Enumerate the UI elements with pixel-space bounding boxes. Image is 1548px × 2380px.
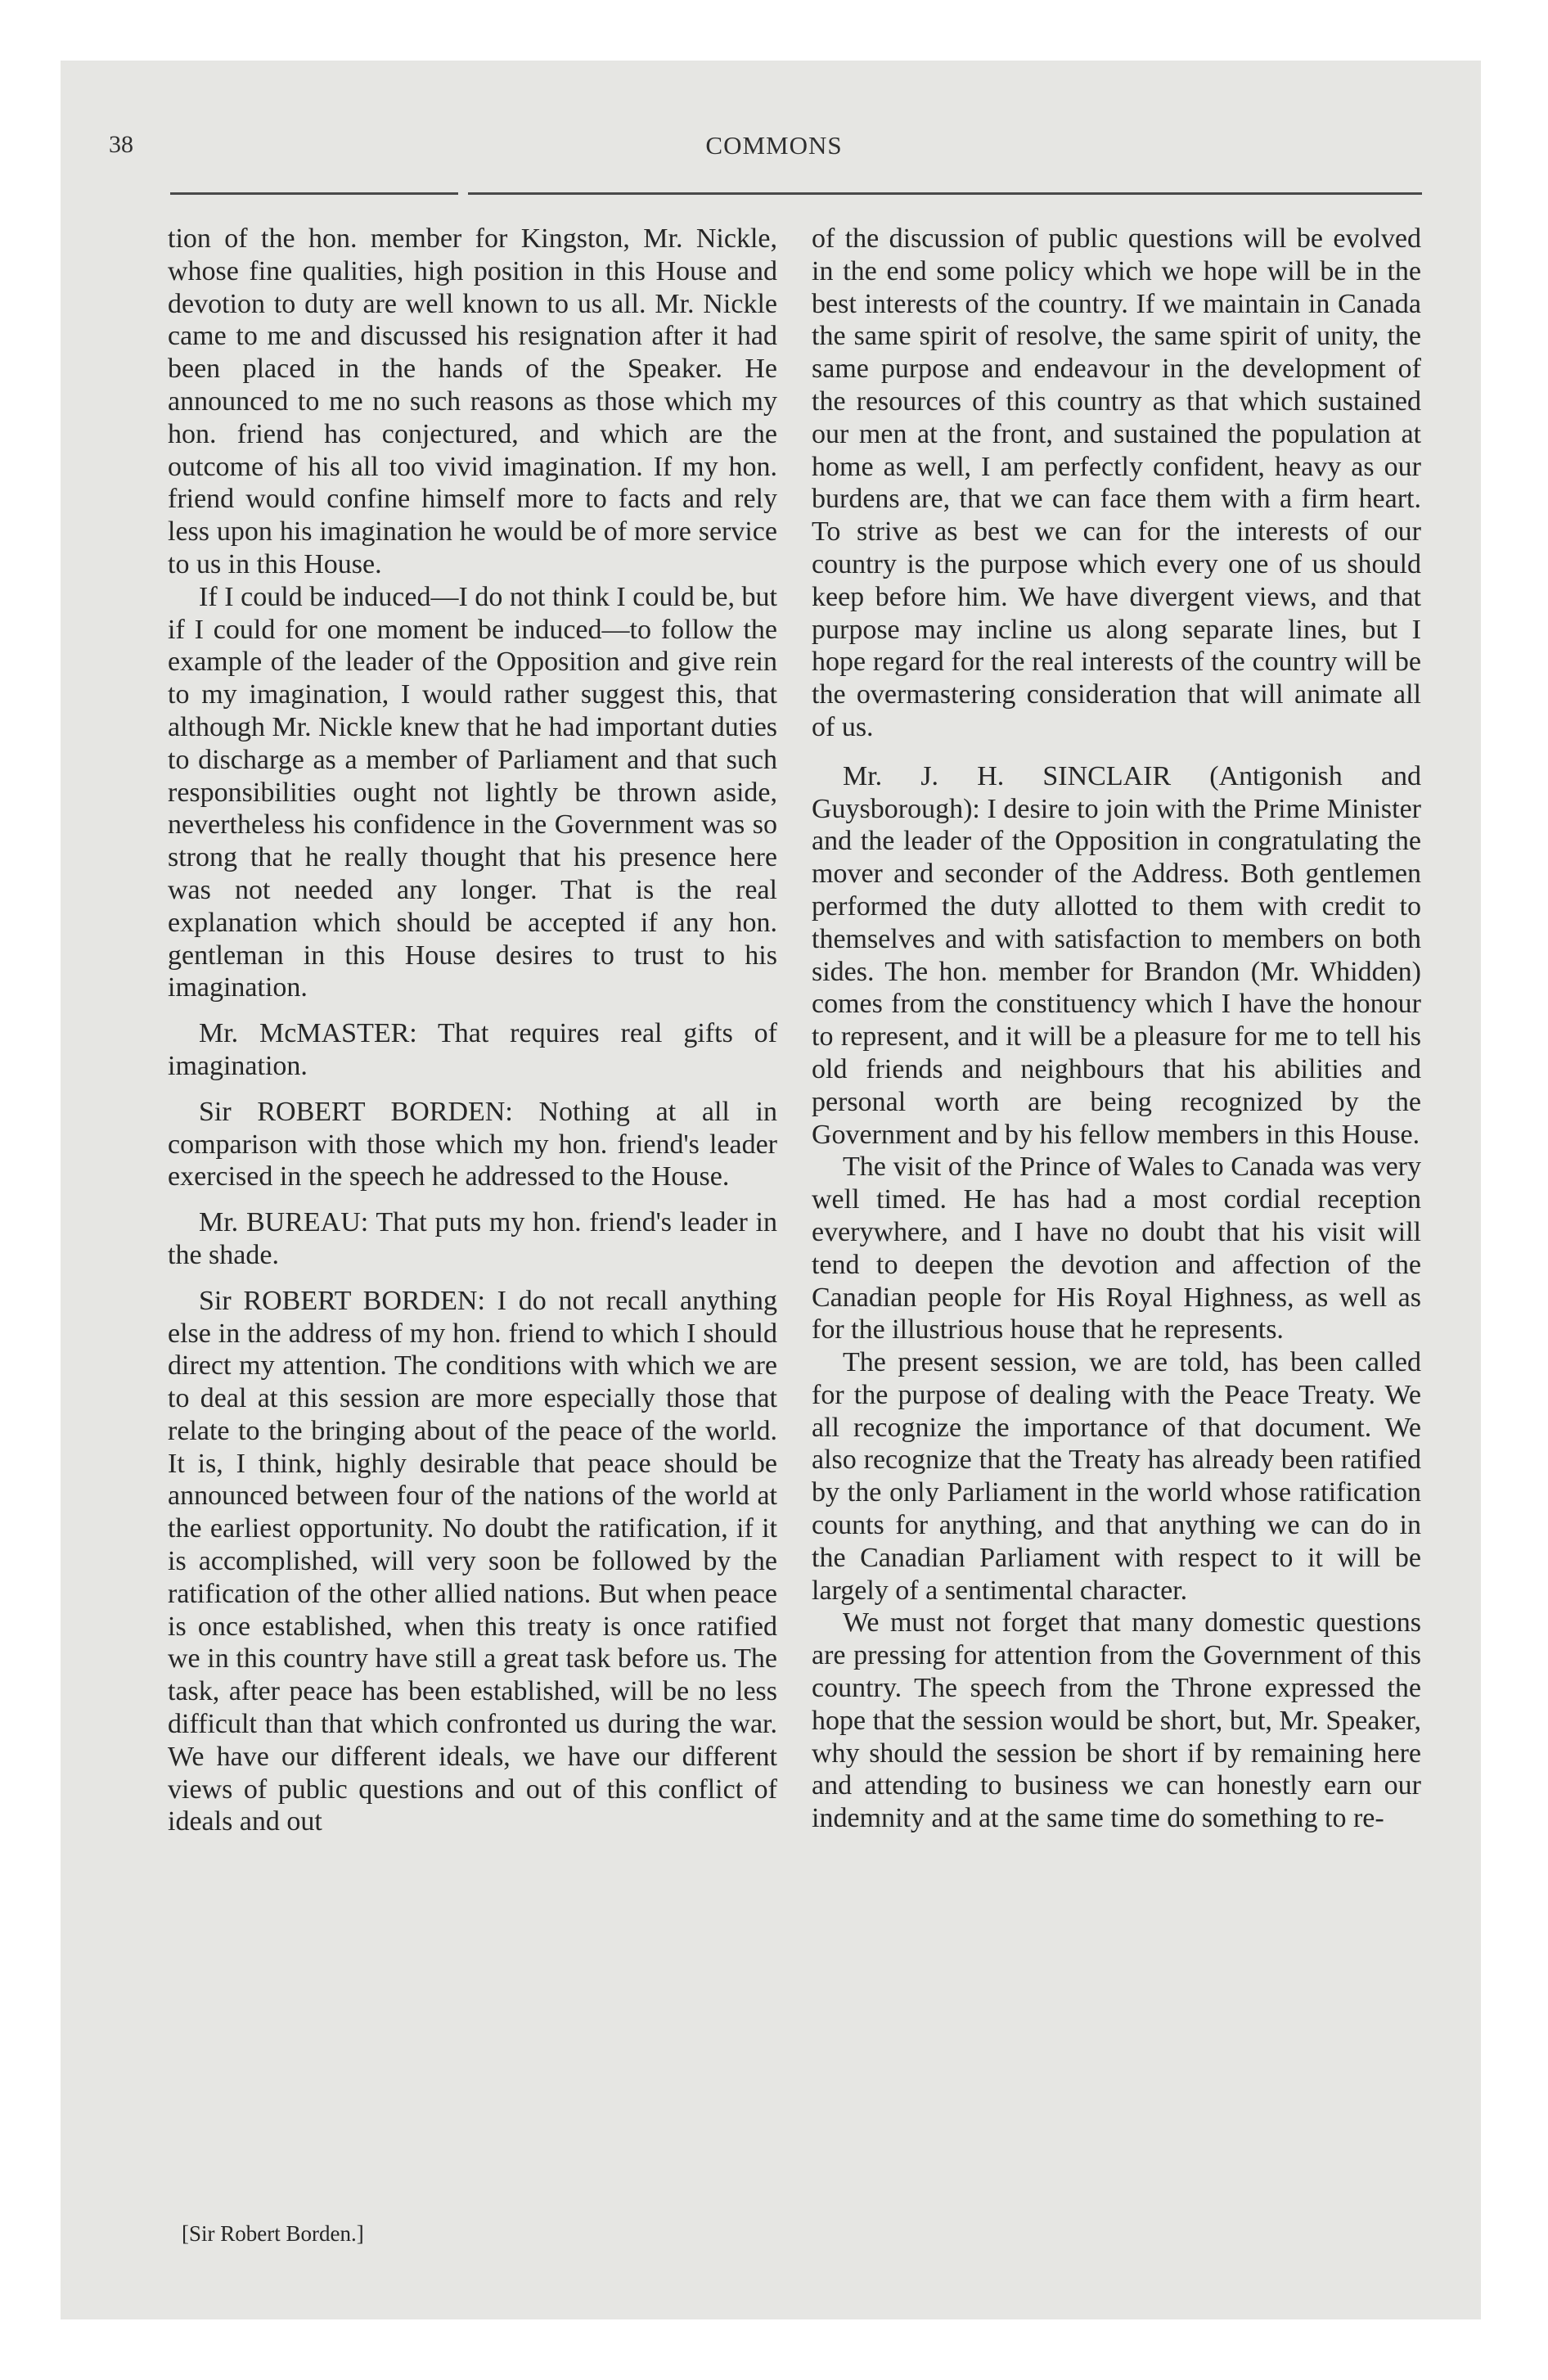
paragraph: The present session, we are told, has been called for the purpose of dealing with the Peace Treaty. We all recognize the importance of that document. We also recognize that the Treaty has already been ratified by the only Parliament in the world whose ratification counts for anything, and that anything we can do in the Canadian Parliament with respect to it will be largely of a sentimental character.: [812, 1347, 1421, 1606]
paragraph: Mr. McMASTER: That requires real gifts of imagination.: [168, 1018, 777, 1081]
page-number: 38: [109, 131, 133, 158]
running-head: COMMONS: [705, 131, 843, 160]
header-rule-right: [468, 192, 1422, 195]
paragraph: Mr. BUREAU: That puts my hon. friend's leader in the shade.: [168, 1207, 777, 1270]
right-column: [812, 223, 1421, 1835]
speaker-reference: [Sir Robert Borden.]: [182, 2221, 364, 2246]
header-rule-left: [170, 192, 458, 195]
left-column: [168, 223, 777, 1838]
paragraph: Sir ROBERT BORDEN: Nothing at all in comparison with those which my hon. friend's leader exercised in the speech he addressed to the House.: [168, 1096, 777, 1192]
paragraph: If I could be induced—I do not think I could be, but if I could for one moment be induced—to follow the example of the leader of the Opposition and give rein to my imagination, I would rather suggest this, that although Mr. Nickle knew that he had important duties to discharge as a member of Parliament and that such responsibilities ought not lightly be thrown aside, nevertheless his confidence in the Government was so strong that he really thought that his presence here was not needed any longer. That is the real explanation which should be accepted if any hon. gentleman in this House desires to trust to his imagination.: [168, 581, 778, 1003]
paragraph: The visit of the Prince of Wales to Canada was very well timed. He has had a most cordial reception everywhere, and I have no doubt that his visit will tend to deepen the devotion and affection of the Canadian people for His Royal Highness, as well as for the illustrious house that he represents.: [812, 1152, 1421, 1346]
paragraph: of the discussion of public questions will be evolved in the end some policy which we hope will be in the best interests of the country. If we maintain in Canada the same spirit of resolve, the same spirit of unity, the same purpose and endeavour in the development of the resources of this country as that which sustained our men at the front, and sustained the population at home as well, I am perfectly confident, heavy as our burdens are, that we can face them with a firm heart. To strive as best we can for the interests of our country is the purpose which every one of us should keep before him. We have divergent views, and that purpose may incline us along separate lines, but I hope regard for the real interests of the country will be the overmastering consideration that will animate all of us.: [812, 223, 1421, 742]
paragraph: Mr. J. H. SINCLAIR (Antigonish and Guysborough): I desire to join with the Prime Minister and the leader of the Opposition in congratulating the mover and seconder of the Address. Both gentlemen performed the duty allotted to them with credit to themselves and with satisfaction to members on both sides. The hon. member for Brandon (Mr. Whidden) comes from the constituency which I have the honour to represent, and it will be a pleasure for me to tell his old friends and neighbours that his abilities and personal worth are being recognized by the Government and by his fellow members in this House.: [812, 760, 1421, 1150]
paragraph: tion of the hon. member for Kingston, Mr. Nickle, whose fine qualities, high position in this House and devotion to duty are well known to us all. Mr. Nickle came to me and discussed his resignation after it had been placed in the hands of the Speaker. He announced to me no such reasons as those which my hon. friend has conjectured, and which are the outcome of his all too vivid imagination. If my hon. friend would confine himself more to facts and rely less upon his imagination he would be of more service to us in this House.: [168, 223, 777, 579]
paragraph: We must not forget that many domestic questions are pressing for attention from the Government of this country. The speech from the Throne expressed the hope that the session would be short, but, Mr. Speaker, why should the session be short if by remaining here and attending to business we can honestly earn our indemnity and at the same time do something to re-: [812, 1607, 1421, 1834]
paragraph: Sir ROBERT BORDEN: I do not recall anything else in the address of my hon. friend to which I should direct my attention. The conditions with which we are to deal at this session are more especially those that relate to the bringing about of the peace of the world. It is, I think, highly desirable that peace should be announced between four of the nations of the world at the earliest opportunity. No doubt the ratification, if it is accomplished, will very soon be followed by the ratification of the other allied nations. But when peace is once established, when this treaty is once ratified we in this country have still a great task before us. The task, after peace has been established, will be no less difficult than that which confronted us during the war. We have our different ideals, we have our different views of public questions and out of this conflict of ideals and out: [168, 1285, 777, 1837]
